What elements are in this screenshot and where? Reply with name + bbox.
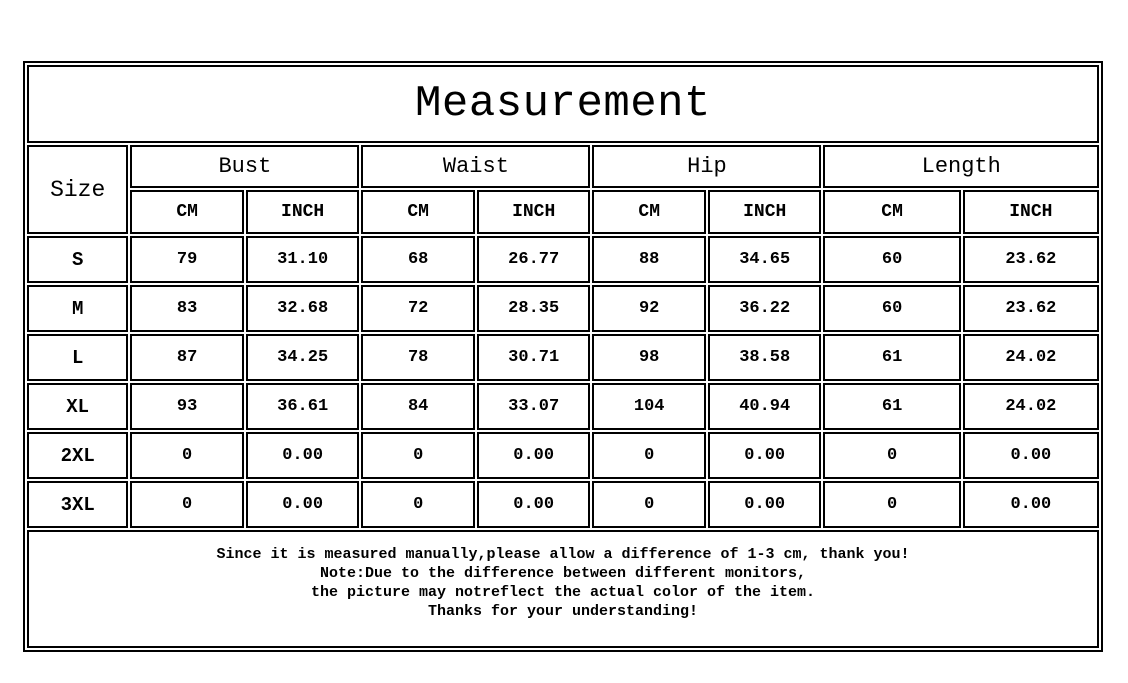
measurement-value: 78 [361, 334, 475, 381]
measurement-value: 26.77 [477, 236, 591, 283]
unit-header-bust-inch: INCH [246, 190, 360, 234]
measurement-value: 0.00 [708, 481, 822, 528]
row-label: XL [27, 383, 128, 430]
measurement-value: 24.02 [963, 334, 1099, 381]
measurement-value: 72 [361, 285, 475, 332]
table-row-m [27, 285, 1099, 332]
unit-header-waist-cm: CM [361, 190, 475, 234]
column-group-waist: Waist [361, 145, 590, 188]
measurement-value: 34.65 [708, 236, 822, 283]
measurement-value: 0 [592, 481, 706, 528]
footer-line-2: Note:Due to the difference between different monitors, [319, 565, 807, 582]
unit-header-bust-cm: CM [130, 190, 244, 234]
measurement-value: 36.22 [708, 285, 822, 332]
measurement-value: 32.68 [246, 285, 360, 332]
page-title: Measurement [27, 65, 1099, 143]
measurement-value: 0 [823, 432, 960, 479]
measurement-value: 0 [592, 432, 706, 479]
measurement-value: 0.00 [477, 481, 591, 528]
measurement-value: 60 [823, 285, 960, 332]
footer-line-3: the picture may notreflect the actual color of the item. [310, 584, 816, 601]
measurement-value: 88 [592, 236, 706, 283]
measurement-value: 40.94 [708, 383, 822, 430]
measurement-value: 28.35 [477, 285, 591, 332]
measurement-value: 0 [130, 481, 244, 528]
measurement-value: 79 [130, 236, 244, 283]
measurement-value: 61 [823, 334, 960, 381]
row-label: M [27, 285, 128, 332]
measurement-value: 0 [361, 481, 475, 528]
measurement-value: 23.62 [963, 236, 1099, 283]
measurement-value: 31.10 [246, 236, 360, 283]
measurement-value: 0.00 [963, 432, 1099, 479]
measurement-value: 92 [592, 285, 706, 332]
column-group-hip: Hip [592, 145, 821, 188]
table-row-l [27, 334, 1099, 381]
table-row-2xl [27, 432, 1099, 479]
title-row [27, 65, 1099, 143]
unit-header-hip-inch: INCH [708, 190, 822, 234]
row-label: L [27, 334, 128, 381]
measurement-value: 84 [361, 383, 475, 430]
measurement-value: 38.58 [708, 334, 822, 381]
measurement-value: 61 [823, 383, 960, 430]
measurement-value: 0 [823, 481, 960, 528]
measurement-value: 0.00 [708, 432, 822, 479]
measurement-value: 60 [823, 236, 960, 283]
unit-header-length-inch: INCH [963, 190, 1099, 234]
measurement-value: 0.00 [963, 481, 1099, 528]
measurement-value: 98 [592, 334, 706, 381]
table-row-xl [27, 383, 1099, 430]
column-group-length: Length [823, 145, 1099, 188]
row-label: 3XL [27, 481, 128, 528]
column-header-size: Size [27, 145, 128, 234]
footer-line-1: Since it is measured manually,please allow a difference of 1-3 cm, thank you! [216, 546, 910, 563]
measurement-value: 87 [130, 334, 244, 381]
measurement-value: 34.25 [246, 334, 360, 381]
unit-header-length-cm: CM [823, 190, 960, 234]
measurement-value: 0 [361, 432, 475, 479]
measurement-value: 36.61 [246, 383, 360, 430]
measurement-value: 104 [592, 383, 706, 430]
footer-note [27, 530, 1099, 648]
measurement-value: 24.02 [963, 383, 1099, 430]
unit-header-hip-cm: CM [592, 190, 706, 234]
measurement-size-chart [23, 61, 1103, 652]
size-table [23, 61, 1103, 652]
footer-line-4: Thanks for your understanding! [427, 603, 699, 620]
footer-row [27, 530, 1099, 648]
measurement-value: 0.00 [246, 481, 360, 528]
measurement-value: 68 [361, 236, 475, 283]
measurement-value: 33.07 [477, 383, 591, 430]
measurement-value: 30.71 [477, 334, 591, 381]
row-label: 2XL [27, 432, 128, 479]
row-label: S [27, 236, 128, 283]
table-row-s [27, 236, 1099, 283]
unit-header-row [27, 190, 1099, 234]
measurement-value: 0.00 [477, 432, 591, 479]
measurement-value: 0.00 [246, 432, 360, 479]
measurement-value: 23.62 [963, 285, 1099, 332]
measurement-value: 0 [130, 432, 244, 479]
measurement-value: 83 [130, 285, 244, 332]
measurement-value: 93 [130, 383, 244, 430]
table-row-3xl [27, 481, 1099, 528]
unit-header-waist-inch: INCH [477, 190, 591, 234]
column-group-header-row [27, 145, 1099, 188]
column-group-bust: Bust [130, 145, 359, 188]
